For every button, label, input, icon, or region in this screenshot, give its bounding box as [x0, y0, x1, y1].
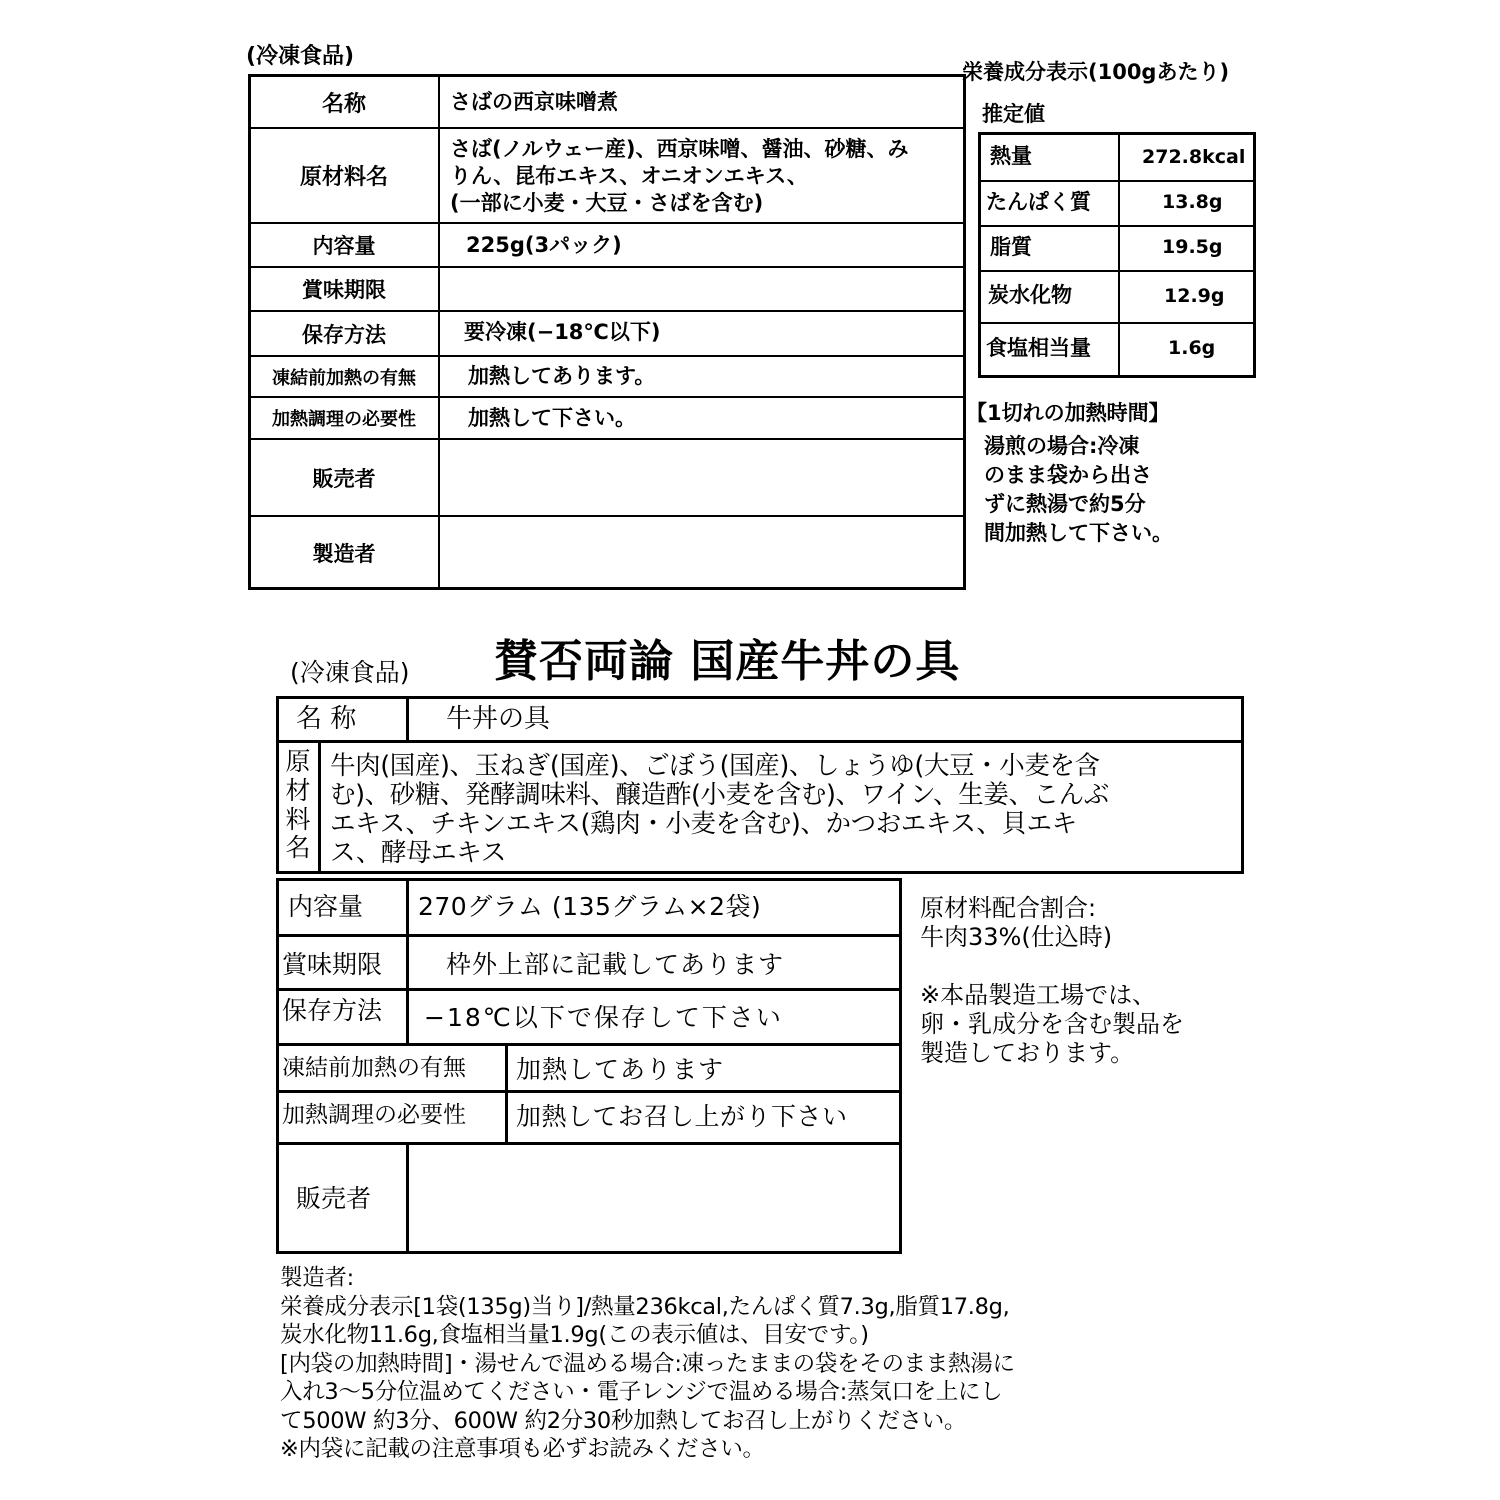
label2-row-label: 賞味期限: [282, 950, 383, 979]
label1-row-label: 内容量: [312, 234, 376, 258]
label1-nutrition-label: 脂質: [990, 235, 1032, 259]
label1-nutrition-divider: [980, 225, 1254, 227]
label2-name-value: 牛丼の具: [446, 704, 551, 734]
label2-ingredients-label-char: 名: [285, 833, 311, 863]
label1-row-value: さばの西京味噌煮: [450, 90, 618, 114]
label1-row-label: 凍結前加熱の有無: [272, 367, 416, 389]
label2-row-divider: [279, 1043, 899, 1046]
label2-row-value: 加熱してあります: [516, 1055, 725, 1084]
label1-heating-text: 湯煎の場合:冷凍 のまま袋から出さ ずに熱湯で約5分 間加熱して下さい。: [984, 434, 1173, 545]
label1-nutrition-divider: [980, 180, 1254, 182]
label2-row-divider: [279, 988, 899, 991]
label2-row-value: 枠外上部に記載してあります: [446, 950, 785, 979]
label1-nutrition-value: 13.8g: [1162, 191, 1223, 213]
label1-row-label: 賞味期限: [302, 278, 386, 302]
label1-nutrition-subtitle: 推定値: [982, 102, 1045, 126]
label2-footer: 製造者: 栄養成分表示[1袋(135g)当り]/熱量236kcal,たんぱく質7.3g,脂質17.8g, 炭水化物11.6g,食塩相当量1.9g(この表示値は、目安です。) [内袋の加熱時間]・湯せんで温める場合:凍ったままの袋をそのまま熱湯に 入れ3〜5分位温めてください・電子レンジで温める場合:蒸気口を上にし て500W 約3分、600W 約2分30秒加熱してお召し上がりください。 ※内袋に記載の注意事項も必ずお読みください。: [280, 1265, 1015, 1462]
label1-row-label: 加熱調理の必要性: [272, 409, 416, 430]
label2-row-divider: [279, 934, 899, 937]
label2-row-label: 内容量: [288, 892, 364, 921]
label1-category: (冷凍食品): [246, 44, 355, 69]
label2-side-note: 原材料配合割合: 牛肉33%(仕込時) ※本品製造工場では、 卵・乳成分を含む製品を 製造しております。: [920, 894, 1184, 1067]
label1-nutrition-col-divider: [1118, 134, 1120, 376]
label2-ingredients-label: [280, 748, 316, 863]
label2-ingredients-col-divider: [318, 743, 321, 871]
label1-row-value: さば(ノルウェー産)、西京味噌、醤油、砂糖、み りん、昆布エキス、オニオンエキス、 (一部に小麦・大豆・さばを含む): [450, 137, 909, 215]
label1-nutrition-label: たんぱく質: [986, 190, 1091, 214]
label1-row-value: 要冷凍(−18℃以下): [464, 320, 661, 344]
label1-nutrition-value: 272.8kcal: [1142, 146, 1246, 168]
label1-nutrition-value: 12.9g: [1164, 285, 1225, 307]
label1-row-value: 加熱してあります。: [468, 364, 656, 388]
label2-ingredients-label-char: 材: [285, 775, 311, 805]
label2-ingredients-label-char: 原: [285, 747, 311, 776]
label2-name-label: 名 称: [296, 704, 357, 734]
label2-ingredients-value: 牛肉(国産)、玉ねぎ(国産)、ごぼう(国産)、しょうゆ(大豆・小麦を含 む)、砂糖、発酵調味料、醸造酢(小麦を含む)、ワイン、生姜、こんぶ エキス、チキンエキス(鶏肉・小麦を含む)、かつおエキス、貝エキ ス、酵母エキス: [330, 751, 1109, 868]
label2-row-divider: [279, 1090, 899, 1093]
label1-nutrition-divider: [980, 322, 1254, 324]
label1-nutrition-label: 炭水化物: [988, 283, 1072, 307]
label1-col-divider: [438, 76, 440, 588]
label1-nutrition-value: 1.6g: [1168, 337, 1216, 359]
label2-row-value: 270グラム (135グラム×2袋): [418, 892, 762, 921]
label2-row-value: 加熱してお召し上がり下さい: [516, 1102, 848, 1131]
label1-row-label: 原材料名: [299, 165, 388, 190]
label2-title: 賛否両論 国産牛丼の具: [494, 636, 961, 687]
label1-nutrition-value: 19.5g: [1162, 236, 1223, 258]
label2-name-col-divider: [406, 699, 409, 740]
label2-row-divider: [279, 1142, 899, 1145]
label2-row-value: −18℃以下で保存して下さい: [424, 1003, 783, 1032]
label1-nutrition-divider: [980, 270, 1254, 272]
label2-row-label: 保存方法: [282, 996, 383, 1025]
label1-nutrition-label: 熱量: [990, 144, 1032, 168]
label1-row-label: 名称: [321, 92, 366, 117]
label1-row-label: 製造者: [312, 541, 376, 566]
label2-row-label: 加熱調理の必要性: [282, 1102, 466, 1128]
label1-row-label: 保存方法: [302, 322, 386, 347]
label1-row-value: 225g(3パック): [466, 233, 622, 257]
label2-row-label: 凍結前加熱の有無: [282, 1055, 466, 1081]
label1-row-value: 加熱して下さい。: [468, 406, 636, 430]
label2-row-label: 販売者: [296, 1184, 372, 1213]
label1-row-label: 販売者: [312, 466, 376, 491]
label2-category: (冷凍食品): [290, 658, 410, 687]
label2-top-divider: [279, 740, 1241, 743]
label1-nutrition-label: 食塩相当量: [986, 336, 1091, 360]
label1-heating-title: 【1切れの加熱時間】: [966, 401, 1170, 425]
label2-col-divider: [505, 1046, 508, 1142]
label2-col-divider: [406, 881, 409, 1043]
label1-nutrition-title: 栄養成分表示(100gあたり): [962, 60, 1230, 84]
label2-col-divider: [406, 1145, 409, 1251]
label2-ingredients-label-char: 料: [285, 804, 311, 834]
